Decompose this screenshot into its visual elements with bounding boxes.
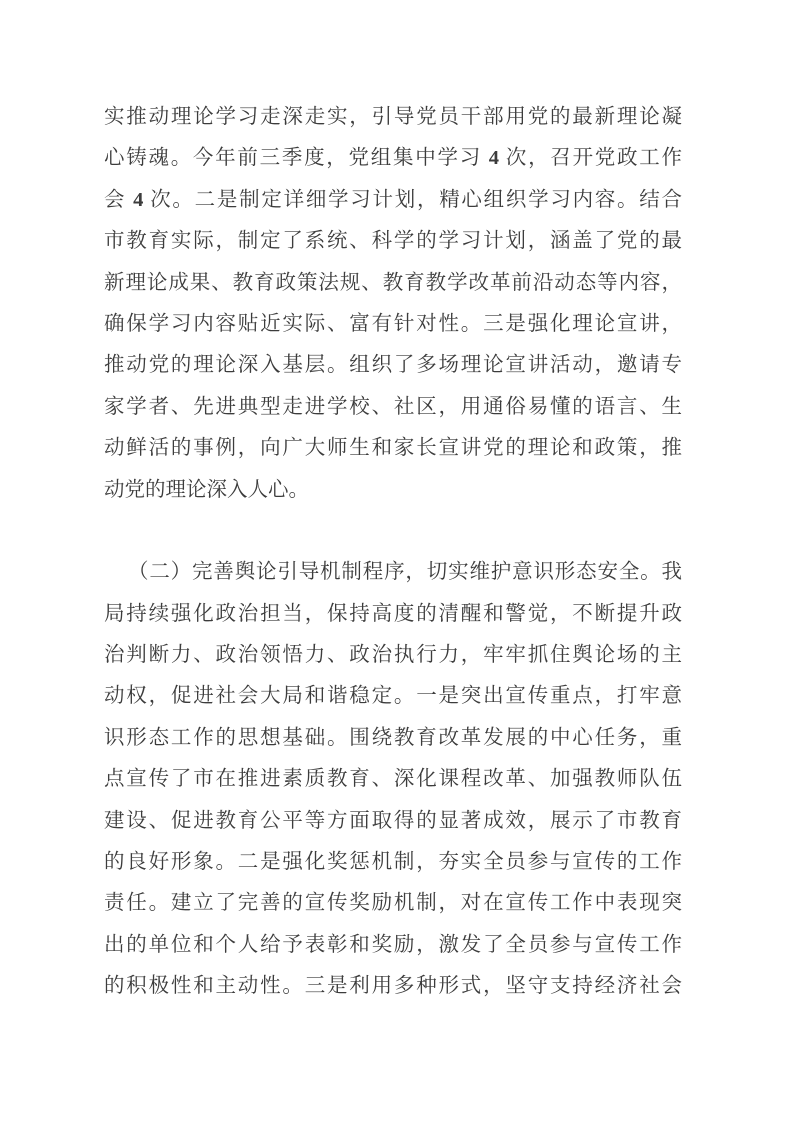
text-line: 识形态工作的思想基础。围绕教育改革发展的中心任务，重	[104, 726, 682, 749]
text-line: 实推动理论学习走深走实，引导党员干部用党的最新理论凝	[104, 106, 682, 128]
text-line: 动党的理论深入人心。	[104, 478, 309, 501]
paragraph-1	[104, 97, 682, 511]
text-line: 确保学习内容贴近实际、富有针对性。三是强化理论宣讲，	[104, 312, 682, 335]
text-line: 建设、促进教育公平等方面取得的显著成效，展示了市教育	[104, 809, 682, 832]
paragraph-2	[104, 552, 682, 1007]
text-line: 出的单位和个人给予表彰和奖励，激发了全员参与宣传工作	[104, 933, 682, 956]
text-line: 新理论成果、教育政策法规、教育教学改革前沿动态等内容，	[104, 271, 682, 294]
text-line: 家学者、先进典型走进学校、社区，用通俗易懂的语言、生	[104, 395, 682, 418]
text-line: 局持续强化政治担当，保持高度的清醒和警觉，不断提升政	[104, 602, 682, 625]
text-line: 治判断力、政治领悟力、政治执行力，牢牢抓住舆论场的主	[104, 644, 682, 667]
text-line: 的良好形象。二是强化奖惩机制，夯实全员参与宣传的工作	[104, 851, 682, 874]
text-line: （二）完善舆论引导机制程序，切实维护意识形态安全。我	[128, 561, 682, 584]
text-line: 市教育实际，制定了系统、科学的学习计划，涵盖了党的最	[104, 230, 682, 253]
text-line: 的积极性和主动性。三是利用多种形式，坚守支持经济社会	[104, 975, 682, 998]
text-line: 责任。建立了完善的宣传奖励机制，对在宣传工作中表现突	[104, 892, 682, 915]
text-line: 心铸魂。今年前三季度，党组集中学习 4 次，召开党政工作	[104, 147, 682, 170]
text-line: 点宣传了市在推进素质教育、深化课程改革、加强教师队伍	[104, 768, 682, 791]
text-line: 动鲜活的事例，向广大师生和家长宣讲党的理论和政策，推	[104, 437, 682, 460]
document-text-block	[104, 97, 682, 1008]
text-line: 动权，促进社会大局和谐稳定。一是突出宣传重点，打牢意	[104, 685, 682, 708]
text-line: 推动党的理论深入基层。组织了多场理论宣讲活动，邀请专	[104, 354, 682, 377]
text-line: 会 4 次。二是制定详细学习计划，精心组织学习内容。结合	[104, 188, 682, 211]
